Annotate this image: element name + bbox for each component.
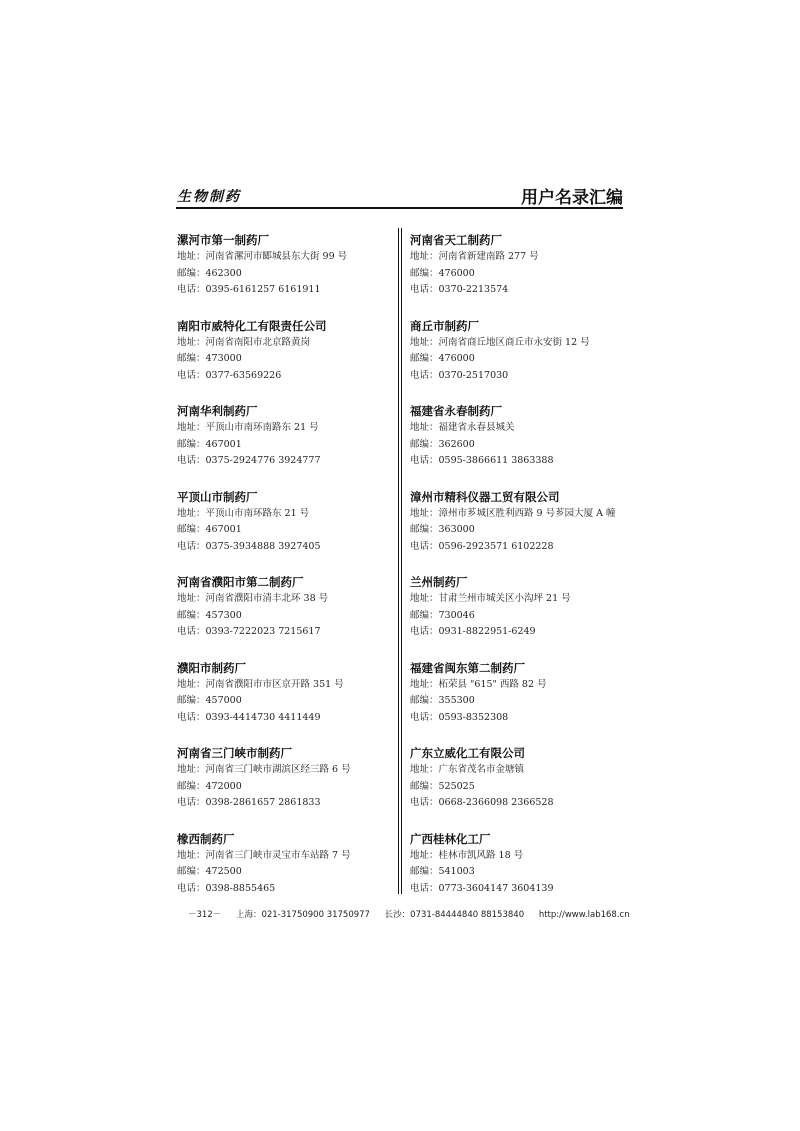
company-postcode: 邮编：467001	[177, 524, 242, 535]
directory-entry	[177, 745, 399, 812]
company-phone: 电话：0668-2366098 2366528	[410, 797, 554, 808]
directory-entry	[410, 745, 624, 812]
page-title: 用户名录汇编	[521, 188, 623, 208]
company-postcode: 邮编：457300	[177, 609, 242, 621]
company-postcode: 邮编：730046	[410, 609, 475, 621]
company-name: 漳州市精科仪器工贸有限公司	[410, 489, 560, 504]
website-link[interactable]: http://www.lab168.cn	[538, 910, 630, 920]
changsha-phone: 长沙：0731-84444840 88153840	[384, 910, 525, 920]
page-footer	[188, 908, 628, 920]
company-name: 河南省濮阳市第二制药厂	[177, 575, 304, 589]
company-name: 平顶山市制药厂	[177, 489, 258, 504]
company-phone: 电话：0931-8822951-6249	[410, 626, 536, 637]
company-postcode: 邮编：363000	[410, 524, 475, 535]
company-postcode: 邮编：467001	[177, 438, 242, 450]
company-address: 地址：桂林市凯风路 18 号	[410, 849, 524, 861]
company-postcode: 邮编：473000	[177, 353, 242, 364]
company-address: 地址：漳州市芗城区胜利西路 9 号芗园大厦 A 幢	[410, 507, 616, 519]
right-column	[410, 232, 624, 916]
company-phone: 电话：0395-6161257 6161911	[177, 284, 321, 295]
header-rule	[176, 207, 623, 209]
page-number: －312－	[188, 910, 222, 920]
company-name: 河南省天工制药厂	[410, 233, 502, 247]
company-phone: 电话：0375-3934888 3927405	[177, 540, 321, 552]
company-phone: 电话：0370-2213574	[410, 284, 509, 295]
directory-entry	[410, 489, 624, 556]
company-address: 地址：河南省新建南路 277 号	[410, 251, 539, 262]
company-postcode: 邮编：541003	[410, 866, 475, 877]
company-postcode: 邮编：472500	[177, 866, 242, 877]
directory-entry	[410, 318, 624, 385]
directory-entry	[177, 574, 399, 641]
company-phone: 电话：0398-2861657 2861833	[177, 797, 321, 808]
company-phone: 电话：0398-8855465	[177, 882, 276, 894]
company-postcode: 邮编：476000	[410, 267, 475, 279]
left-column	[177, 232, 399, 916]
company-phone: 电话：0377-63569226	[177, 369, 282, 381]
company-name: 商丘市制药厂	[410, 318, 479, 333]
directory-entry	[177, 831, 399, 898]
company-postcode: 邮编：362600	[410, 438, 475, 450]
company-phone: 电话：0596-2923571 6102228	[410, 540, 554, 552]
company-address: 地址：广东省茂名市金塘镇	[410, 764, 525, 775]
company-phone: 电话：0595-3866611 3863388	[410, 455, 554, 466]
directory-entry	[410, 232, 624, 299]
company-address: 地址：福建省永春县城关	[410, 422, 515, 433]
company-phone: 电话：0375-2924776 3924777	[177, 455, 321, 466]
shanghai-phone: 上海：021-31750900 31750977	[235, 910, 370, 920]
company-name: 兰州制药厂	[410, 575, 468, 589]
company-postcode: 邮编：457000	[177, 695, 242, 706]
company-address: 地址：河南省南阳市北京路黄岗	[177, 336, 311, 348]
company-address: 地址：河南省漯河市郾城县东大街 99 号	[177, 251, 348, 262]
company-name: 河南华利制药厂	[177, 404, 258, 418]
company-phone: 电话：0773-3604147 3604139	[410, 882, 554, 894]
company-address: 地址：平顶山市南环南路东 21 号	[177, 422, 319, 433]
company-phone: 电话：0393-7222023 7215617	[177, 626, 321, 637]
company-postcode: 邮编：355300	[410, 695, 475, 706]
company-postcode: 邮编：476000	[410, 353, 475, 364]
company-address: 地址：河南省三门峡市灵宝市车站路 7 号	[177, 849, 351, 861]
company-postcode: 邮编：525025	[410, 780, 475, 792]
company-phone: 电话：0593-8352308	[410, 711, 509, 723]
company-name: 南阳市威特化工有限责任公司	[177, 318, 327, 333]
company-name: 广西桂林化工厂	[410, 831, 491, 846]
directory-entry	[410, 660, 624, 727]
company-address: 地址：平顶山市南环路东 21 号	[177, 507, 310, 519]
directory-entry	[410, 403, 624, 470]
company-name: 广东立威化工有限公司	[410, 746, 525, 760]
company-name: 福建省闽东第二制药厂	[410, 660, 525, 675]
directory-entry	[177, 489, 399, 556]
directory-entry	[410, 574, 624, 641]
company-address: 地址：甘肃兰州市城关区小沟坪 21 号	[410, 593, 571, 604]
company-name: 福建省永春制药厂	[410, 404, 502, 418]
directory-entry	[177, 660, 399, 727]
company-name: 漯河市第一制药厂	[177, 233, 269, 247]
section-title: 生物制药	[177, 189, 241, 205]
company-name: 河南省三门峡市制药厂	[177, 746, 292, 760]
directory-entry	[177, 403, 399, 470]
company-address: 地址：河南省濮阳市市区京开路 351 号	[177, 678, 344, 690]
company-address: 地址：柘荣县 "615" 西路 82 号	[410, 678, 547, 690]
directory-entry	[410, 831, 624, 898]
company-postcode: 邮编：462300	[177, 267, 242, 279]
directory-entry	[177, 232, 399, 299]
company-address: 地址：河南省商丘地区商丘市永安街 12 号	[410, 336, 590, 348]
company-address: 地址：河南省濮阳市清丰北环 38 号	[177, 593, 329, 604]
company-phone: 电话：0393-4414730 4411449	[177, 711, 321, 723]
company-postcode: 邮编：472000	[177, 780, 242, 792]
directory-entry	[177, 318, 399, 385]
company-name: 濮阳市制药厂	[177, 660, 246, 675]
column-divider	[398, 228, 402, 894]
company-address: 地址：河南省三门峡市湖滨区经三路 6 号	[177, 764, 351, 775]
company-phone: 电话：0370-2517030	[410, 369, 509, 381]
company-name: 橡西制药厂	[177, 831, 235, 846]
